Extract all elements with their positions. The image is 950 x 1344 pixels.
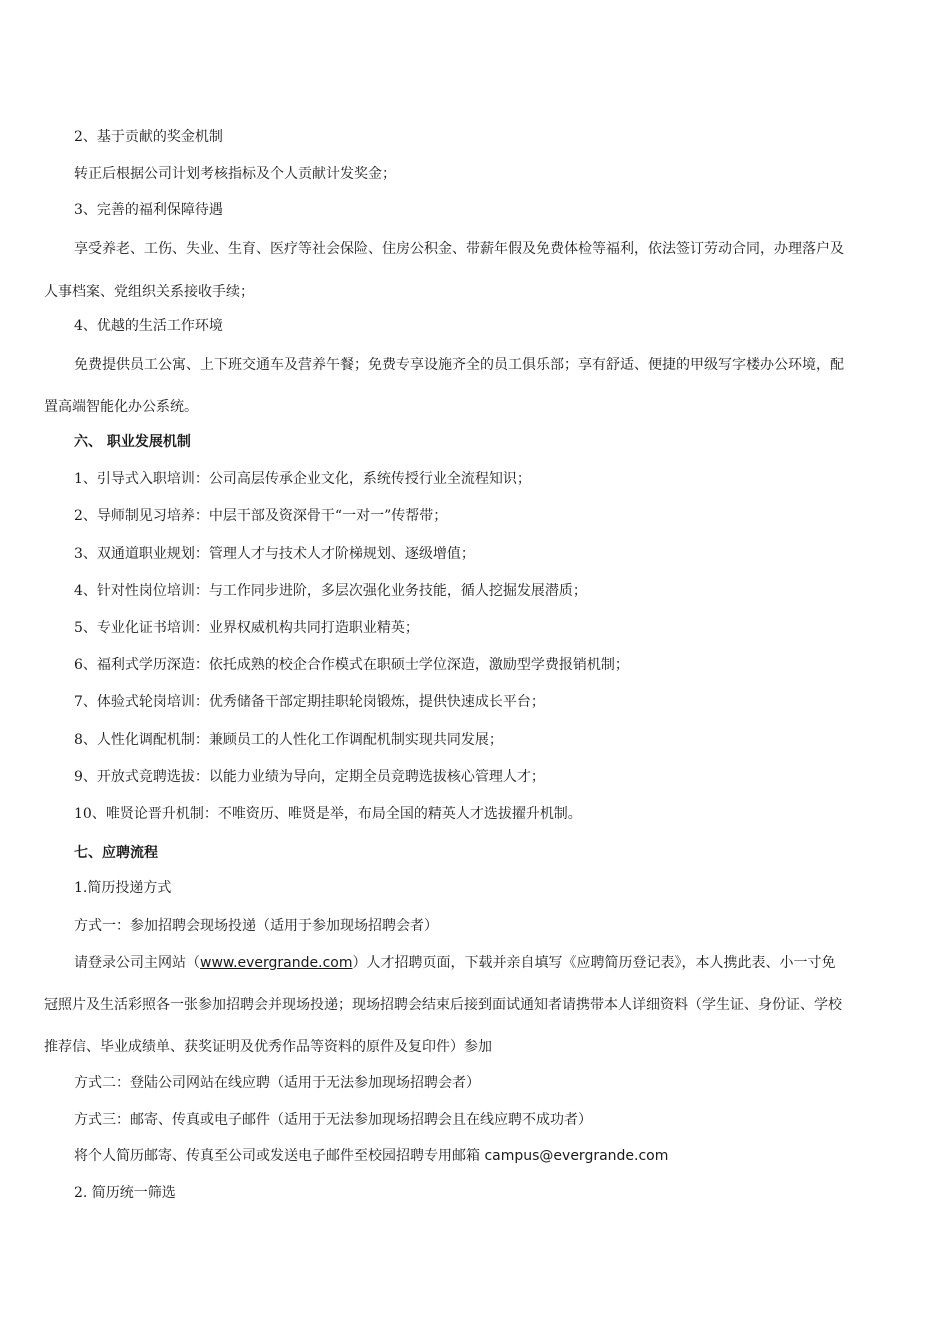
method-one-body-suffix: ）人才招聘页面，下载并亲自填写《应聘简历登记表》，本人携此表、小一寸免 [352,955,836,971]
career-item: 1、引导式入职培训：公司高层传承企业文化，系统传授行业全流程知识； [74,471,531,487]
campus-email-address: campus@evergrande.com [484,1148,669,1164]
method-three-body [74,1146,668,1166]
environment-body-line2: 置高端智能化办公系统。 [44,399,198,415]
method-three-title: 方式三：邮寄、传真或电子邮件（适用于无法参加现场招聘会且在线应聘不成功者） [74,1112,592,1128]
environment-title: 4、优越的生活工作环境 [74,318,223,334]
career-item: 10、唯贤论晋升机制：不唯资历、唯贤是举，布局全国的精英人才选拔擢升机制。 [74,806,582,822]
company-website-link[interactable]: www.evergrande.com [200,955,353,971]
method-one-body-line2: 冠照片及生活彩照各一张参加招聘会并现场投递；现场招聘会结束后接到面试通知者请携带本人详细资料（学生证、身份证、学校 [44,997,842,1013]
career-item: 5、专业化证书培训：业界权威机构共同打造职业精英； [74,620,419,636]
career-item: 4、针对性岗位培训：与工作同步进阶，多层次强化业务技能，循人挖掘发展潜质； [74,583,587,599]
career-item: 7、体验式轮岗培训：优秀储备干部定期挂职轮岗锻炼，提供快速成长平台； [74,694,545,710]
bonus-mechanism-title: 2、基于贡献的奖金机制 [74,129,223,145]
bonus-mechanism-body: 转正后根据公司计划考核指标及个人贡献计发奖金； [74,166,396,182]
resume-submission-subheading: 1.简历投递方式 [74,880,172,896]
career-item: 8、人性化调配机制：兼顾员工的人性化工作调配机制实现共同发展； [74,732,503,748]
welfare-body-line1: 享受养老、工伤、失业、生育、医疗等社会保险、住房公积金、带薪年假及免费体检等福利，依法签订劳动合同，办理落户及 [74,241,844,257]
method-one-title: 方式一：参加招聘会现场投递（适用于参加现场招聘会者） [74,918,438,934]
career-item: 3、双通道职业规划：管理人才与技术人才阶梯规划、逐级增值； [74,546,475,562]
application-process-heading: 七、应聘流程 [74,845,158,861]
welfare-title: 3、完善的福利保障待遇 [74,202,223,218]
method-two-title: 方式二：登陆公司网站在线应聘（适用于无法参加现场招聘会者） [74,1075,480,1091]
career-item: 6、福利式学历深造：依托成熟的校企合作模式在职硕士学位深造，激励型学费报销机制； [74,657,629,673]
method-one-body-line3: 推荐信、毕业成绩单、获奖证明及优秀作品等资料的原件及复印件）参加 [44,1039,492,1055]
resume-screening-subheading: 2. 简历统一筛选 [74,1185,176,1201]
career-development-heading: 六、 职业发展机制 [74,434,191,450]
method-one-body-prefix: 请登录公司主网站（ [74,955,200,971]
career-item: 9、开放式竞聘选拔：以能力业绩为导向，定期全员竞聘选拔核心管理人才； [74,769,545,785]
environment-body-line1: 免费提供员工公寓、上下班交通车及营养午餐；免费专享设施齐全的员工俱乐部；享有舒适、便捷的甲级写字楼办公环境，配 [74,357,844,373]
career-item: 2、导师制见习培养：中层干部及资深骨干“一对一”传帮带； [74,508,448,524]
welfare-body-line2: 人事档案、党组织关系接收手续； [44,284,254,300]
method-three-body-text: 将个人简历邮寄、传真至公司或发送电子邮件至校园招聘专用邮箱 [74,1148,485,1164]
method-one-body-line1 [74,953,835,973]
